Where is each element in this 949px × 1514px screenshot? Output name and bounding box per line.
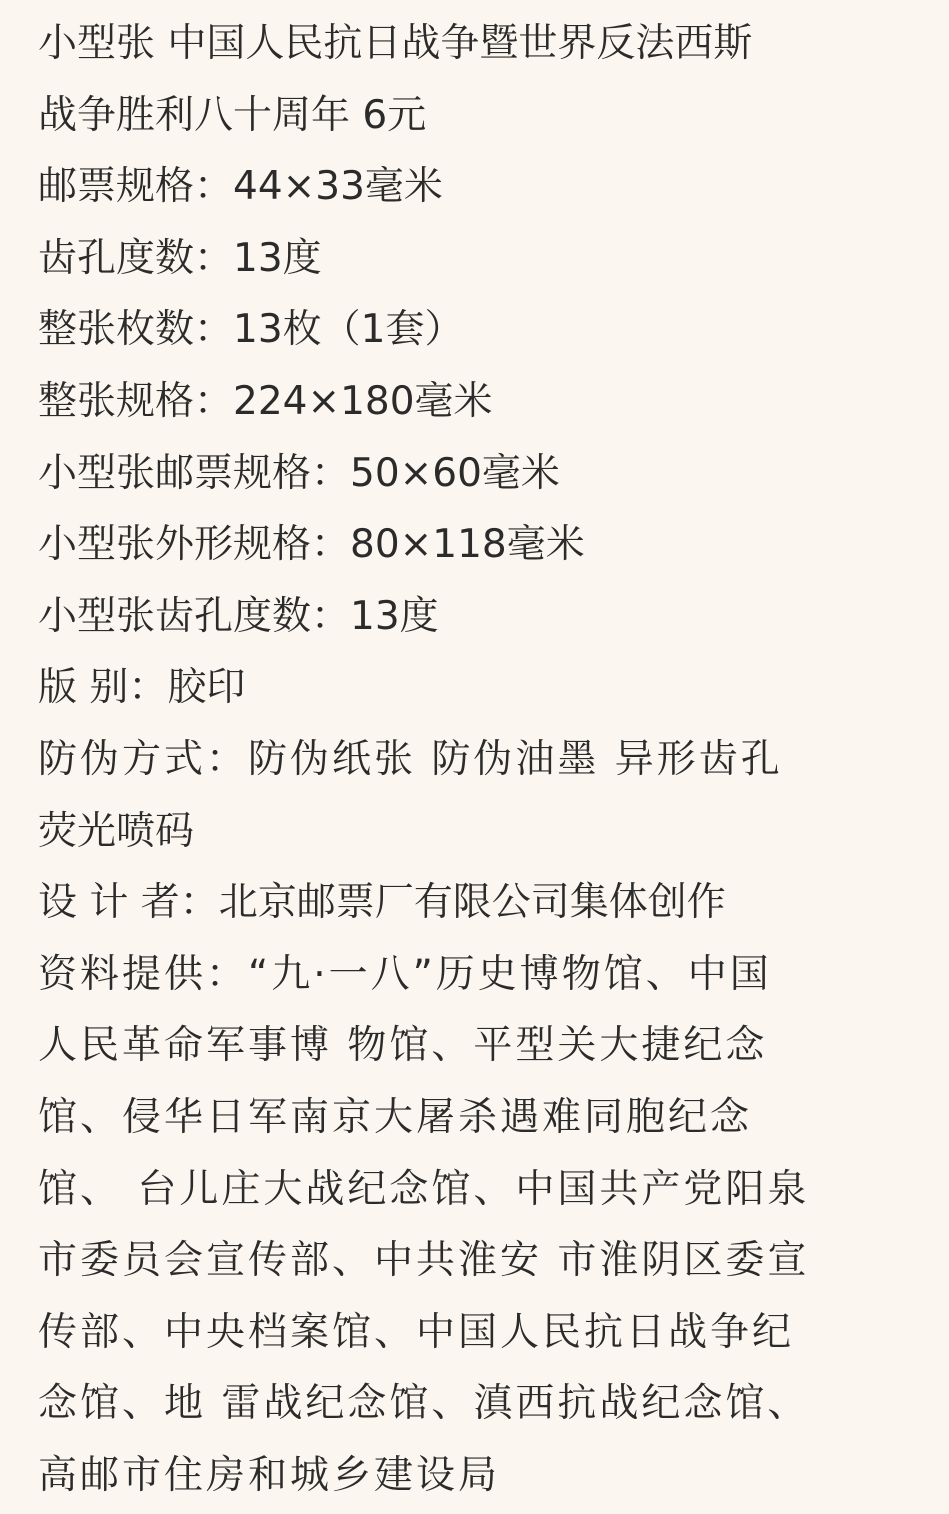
printing-method-line: 版 别：胶印 bbox=[38, 665, 246, 711]
sources-line-7: 念馆、地 雷战纪念馆、滇西抗战纪念馆、 bbox=[38, 1381, 810, 1427]
souvenir-sheet-stamp-size-line: 小型张邮票规格：50×60毫米 bbox=[38, 450, 560, 496]
title-line-2: 战争胜利八十周年 6元 bbox=[38, 92, 427, 138]
sources-line-4: 馆、 台儿庄大战纪念馆、中国共产党阳泉 bbox=[38, 1166, 810, 1212]
sources-line-3: 馆、侵华日军南京大屠杀遇难同胞纪念 bbox=[38, 1094, 753, 1140]
sources-line-6: 传部、中央档案馆、中国人民抗日战争纪 bbox=[38, 1309, 795, 1355]
perforation-line: 齿孔度数：13度 bbox=[38, 235, 322, 281]
souvenir-sheet-perforation-line: 小型张齿孔度数：13度 bbox=[38, 593, 439, 639]
sheet-size-line: 整张规格：224×180毫米 bbox=[38, 378, 493, 424]
sources-line-1: 资料提供：“九·一八”历史博物馆、中国 bbox=[38, 951, 772, 997]
sources-line-8: 高邮市住房和城乡建设局 bbox=[38, 1452, 501, 1498]
sheet-count-line: 整张枚数：13枚（1套） bbox=[38, 307, 464, 353]
stamp-info-document bbox=[38, 8, 918, 1511]
stamp-size-line: 邮票规格：44×33毫米 bbox=[38, 164, 443, 210]
anti-counterfeit-line-1: 防伪方式：防伪纸张 防伪油墨 异形齿孔 bbox=[38, 736, 783, 782]
souvenir-sheet-outer-size-line: 小型张外形规格：80×118毫米 bbox=[38, 522, 585, 568]
anti-counterfeit-line-2: 荧光喷码 bbox=[38, 808, 195, 854]
title-line-1: 小型张 中国人民抗日战争暨世界反法西斯 bbox=[38, 21, 753, 66]
sources-line-5: 市委员会宣传部、中共淮安 市淮阴区委宣 bbox=[38, 1238, 810, 1284]
designer-line: 设 计 者：北京邮票厂有限公司集体创作 bbox=[38, 880, 726, 926]
sources-line-2: 人民革命军事博 物馆、平型关大捷纪念 bbox=[38, 1023, 768, 1069]
